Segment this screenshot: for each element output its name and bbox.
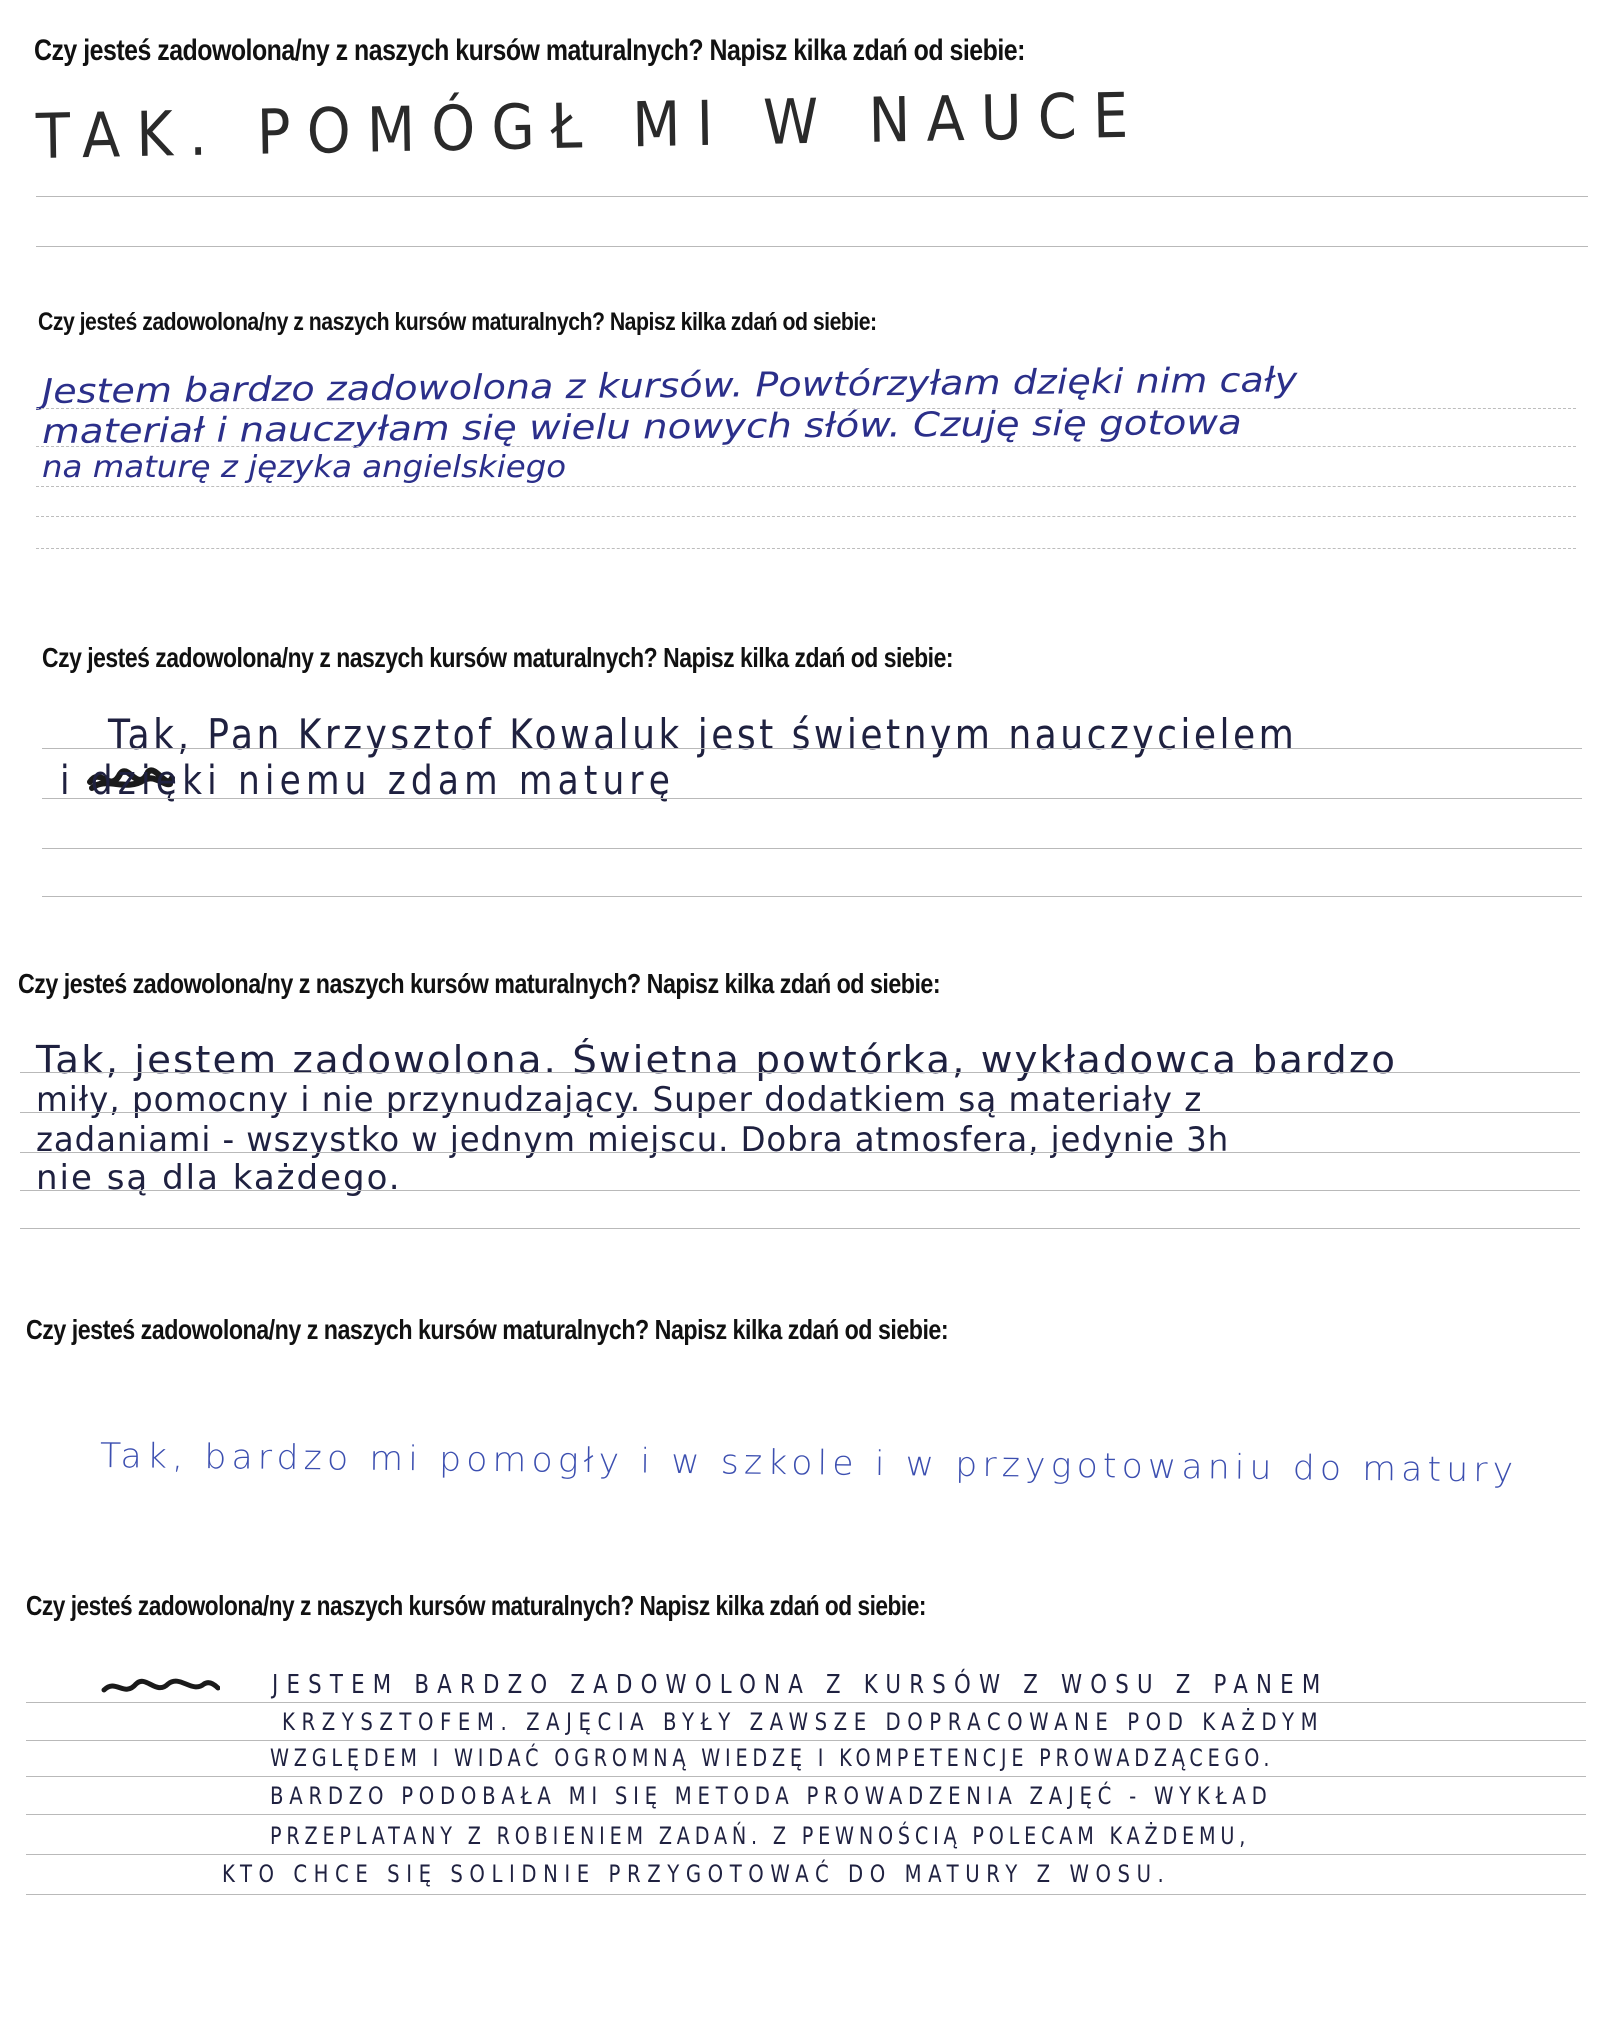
question-text: Czy jesteś zadowolona/ny z naszych kursów maturalnych? Napisz kilka zdań od siebie: xyxy=(26,1590,926,1621)
writing-line xyxy=(42,748,1582,749)
handwritten-answer-line: miły, pomocny i nie przynudzający. Super dodatkiem są materiały z xyxy=(36,1080,1203,1120)
handwritten-answer-line: Tak, Pan Krzysztof Kowaluk jest świetnym nauczycielem xyxy=(108,710,1298,759)
handwritten-answer-line: nie są dla każdego. xyxy=(36,1158,402,1198)
question-text: Czy jesteś zadowolona/ny z naszych kursów maturalnych? Napisz kilka zdań od siebie: xyxy=(26,1314,949,1345)
writing-line xyxy=(36,516,1576,517)
writing-line xyxy=(26,1740,1586,1741)
writing-line xyxy=(36,446,1576,447)
writing-line xyxy=(36,486,1576,487)
writing-line xyxy=(20,1112,1580,1113)
writing-line xyxy=(36,548,1576,549)
handwritten-answer-line: zadaniami - wszystko w jednym miejscu. Dobra atmosfera, jedynie 3h xyxy=(36,1120,1230,1160)
writing-line xyxy=(42,848,1582,849)
handwritten-answer-line: Tak, bardzo mi pomogły i w szkole i w przygotowaniu do matury xyxy=(99,1436,1519,1491)
handwritten-answer-line: JESTEM BARDZO ZADOWOLONA Z KURSÓW Z WOSU Z PANEM xyxy=(272,1670,1329,1700)
writing-line xyxy=(26,1814,1586,1815)
handwritten-answer-line: KRZYSZTOFEM. ZAJĘCIA BYŁY ZAWSZE DOPRACOWANE POD KAŻDYM xyxy=(282,1708,1325,1736)
writing-line xyxy=(20,1072,1580,1073)
writing-line xyxy=(26,1854,1586,1855)
writing-line xyxy=(20,1228,1580,1229)
handwritten-answer-line: PRZEPLATANY Z ROBIENIEM ZADAŃ. Z PEWNOŚCIĄ POLECAM KAŻDEMU, xyxy=(270,1822,1251,1850)
writing-line xyxy=(36,196,1588,197)
handwritten-answer-line: KTO CHCE SIĘ SOLIDNIE PRZYGOTOWAĆ DO MATURY Z WOSU. xyxy=(222,1860,1171,1888)
writing-line xyxy=(42,896,1582,897)
writing-line xyxy=(36,246,1588,247)
handwritten-answer-line: Tak, jestem zadowolona. Świetna powtórka, wykładowca bardzo xyxy=(36,1038,1397,1082)
form-block-4 xyxy=(0,960,1600,1260)
handwritten-answer-line: na maturę z języka angielskiego xyxy=(42,450,567,485)
form-block-3 xyxy=(0,630,1600,930)
form-block-6 xyxy=(0,1578,1600,2038)
question-text: Czy jesteś zadowolona/ny z naszych kursów maturalnych? Napisz kilka zdań od siebie: xyxy=(18,968,941,999)
form-block-5 xyxy=(0,1300,1600,1550)
crossed-out-scribble xyxy=(100,1670,220,1704)
form-block-2 xyxy=(0,300,1600,570)
writing-line xyxy=(26,1894,1586,1895)
question-text: Czy jesteś zadowolona/ny z naszych kursów maturalnych? Napisz kilka zdań od siebie: xyxy=(38,308,877,336)
handwritten-answer-line: Jestem bardzo zadowolona z kursów. Powtórzyłam dzięki nim cały xyxy=(41,360,1298,412)
question-text: Czy jesteś zadowolona/ny z naszych kursów maturalnych? Napisz kilka zdań od siebie: xyxy=(42,642,954,673)
writing-line xyxy=(42,798,1582,799)
handwritten-answer-line: TAK. POMÓGŁ MI W NAUCE xyxy=(35,78,1145,173)
handwritten-answer-line: materiał i nauczyłam się wielu nowych słów. Czuję się gotowa xyxy=(41,402,1242,452)
handwritten-answer-line: WZGLĘDEM I WIDAĆ OGROMNĄ WIEDZĘ I KOMPETENCJE PROWADZĄCEGO. xyxy=(270,1744,1275,1772)
handwritten-answer-line: i dzięki niemu zdam maturę xyxy=(60,758,676,804)
writing-line xyxy=(20,1190,1580,1191)
writing-line xyxy=(26,1776,1586,1777)
form-block-1 xyxy=(0,0,1600,300)
writing-line xyxy=(26,1702,1586,1703)
handwritten-answer-line: BARDZO PODOBAŁA MI SIĘ METODA PROWADZENIA ZAJĘĆ - WYKŁAD xyxy=(270,1782,1273,1810)
writing-line xyxy=(20,1152,1580,1153)
question-text: Czy jesteś zadowolona/ny z naszych kursów maturalnych? Napisz kilka zdań od siebie: xyxy=(34,34,1025,67)
writing-line xyxy=(36,408,1576,409)
